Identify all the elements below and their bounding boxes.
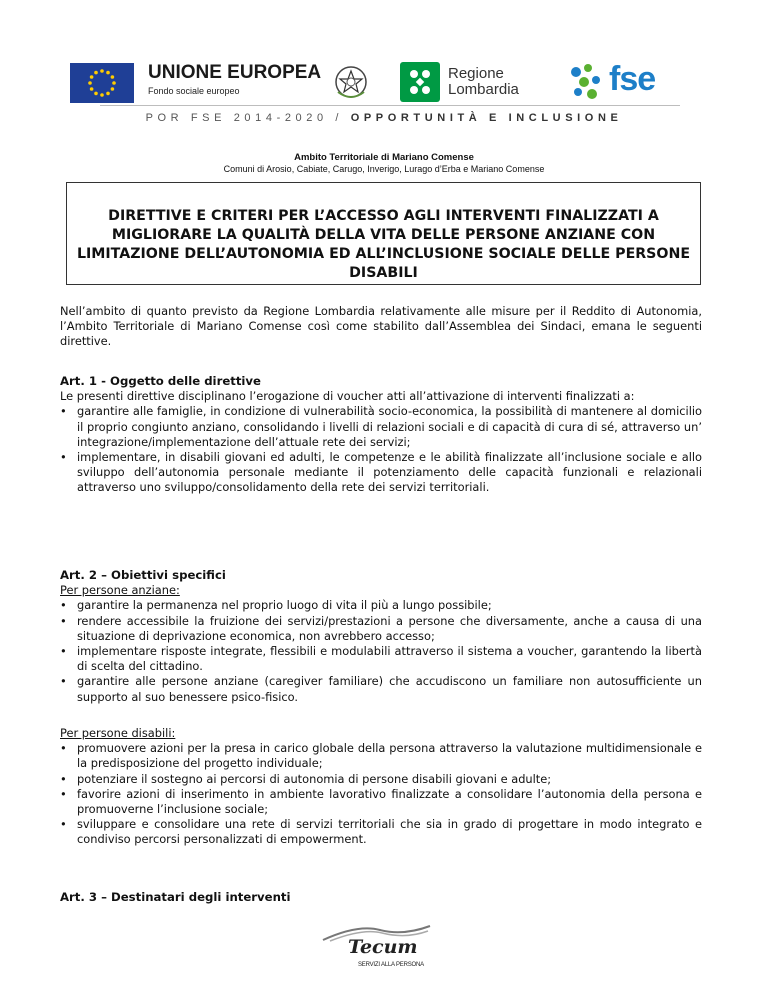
lombardia-rose-icon [400, 62, 440, 102]
tecum-subtitle: SERVIZI ALLA PERSONA [358, 962, 424, 968]
list-item: • potenziare il sostegno ai percorsi di autonomia di persone disabili giovani e adulte; [60, 772, 702, 787]
fse-text: fse [609, 60, 656, 98]
art1-list [60, 404, 702, 495]
list-item: • favorire azioni di inserimento in ambiente lavorativo finalizzate a consolidare l’autonomia della persona e promuoverne l’inclusione sociale; [60, 787, 702, 817]
ambito-name: Ambito Territoriale di Mariano Comense [294, 152, 474, 163]
tecum-name: Tecum [348, 936, 418, 958]
anziani-label: Per persone anziane: [60, 583, 180, 598]
header-divider [100, 105, 680, 106]
art2-heading: Art. 2 – Obiettivi specifici [60, 568, 226, 582]
article-3 [60, 890, 702, 905]
regione-lombardia-logo [400, 62, 550, 102]
list-item: • garantire alle persone anziane (caregiver familiare) che accudiscono un familiare non autosufficiente un supporto al suo benessere psico-fisico. [60, 674, 702, 704]
eu-logo [70, 60, 322, 100]
document-title: DIRETTIVE E CRITERI PER L’ACCESSO AGLI INTERVENTI FINALIZZATI A MIGLIORARE LA QUALITÀ DELLA VITA DELLE PERSONE ANZIANE CON LIMITAZIONE DELL’AUTONOMIA ED ALL’INCLUSIONE SOCIALE DELLE PERSONE DISABILI [76, 208, 691, 281]
eu-title: UNIONE EUROPEA [148, 62, 322, 83]
italian-republic-emblem-icon [332, 62, 370, 102]
article-2 [60, 568, 702, 705]
eu-subtitle: Fondo sociale europeo [148, 86, 240, 96]
header-logos [70, 60, 682, 102]
disabili-section [60, 726, 702, 848]
disabili-label: Per persone disabili: [60, 726, 176, 740]
list-item: • garantire alle famiglie, in condizione di vulnerabilità socio-economica, la possibilità di mantenere al domicilio il proprio congiunto anziano, consolidando i livelli di relazioni sociali e di capacità di cura di sé, attraverso un’ integrazione/implementazione dell’attuale rete dei servizi; [60, 404, 702, 450]
art1-text: Le presenti direttive disciplinano l’erogazione di voucher atti all’attivazione di interventi finalizzati a: [60, 389, 635, 404]
list-item: • garantire la permanenza nel proprio luogo di vita il più a lungo possibile; [60, 598, 702, 613]
fse-molecule-icon [566, 60, 608, 102]
regione-lombardia-text [448, 66, 519, 98]
ambito-comuni: Comuni di Arosio, Cabiate, Carugo, Inverigo, Lurago d’Erba e Mariano Comense [223, 164, 545, 174]
list-item: • sviluppare e consolidare una rete di servizi territoriali che sia in grado di progettare in modo integrato e condiviso percorsi personalizzati di empowerment. [60, 817, 702, 847]
por-suffix: OPPORTUNITÀ E INCLUSIONE [350, 112, 623, 124]
list-item: • implementare risposte integrate, flessibili e modulabili attraverso il sistema a voucher, garantendo la libertà di scelta del cittadino. [60, 644, 702, 674]
art3-heading: Art. 3 – Destinatari degli interventi [60, 890, 291, 904]
regione-line: Regione [448, 65, 504, 82]
eu-flag-icon [70, 63, 134, 103]
por-prefix: POR FSE 2014-2020 / [145, 112, 344, 124]
por-banner [0, 112, 768, 124]
list-item: • promuovere azioni per la presa in carico globale della persona attraverso la valutazione multidimensionale e la predisposizione del progetto individuale; [60, 741, 702, 771]
document-title-box [66, 182, 701, 285]
list-item: • rendere accessibile la fruizione dei servizi/prestazioni a persone che diversamente, anche a causa di una situazione di deprivazione economica, non avrebbero accesso; [60, 614, 702, 644]
fse-logo [566, 60, 686, 102]
tecum-logo [318, 922, 438, 982]
disabili-list [60, 741, 702, 847]
article-1 [60, 374, 702, 496]
intro-paragraph: Nell’ambito di quanto previsto da Regione Lombardia relativamente alle misure per il Reddito di Autonomia, l’Ambito Territoriale di Mariano Comense così come stabilito dall’Assemblea dei Sindaci, emana le seguenti direttive. [60, 304, 702, 349]
list-item: • implementare, in disabili giovani ed adulti, le competenze e le abilità finalizzate all’inclusione sociale e allo sviluppo dell’autonomia personale mediante il potenziamento delle capacità funzionali e relazionali attraverso uno sviluppo/consolidamento della rete dei servizi territoriali. [60, 450, 702, 496]
anziani-list [60, 598, 702, 704]
art1-heading: Art. 1 - Oggetto delle direttive [60, 374, 261, 388]
lombardia-line: Lombardia [448, 81, 519, 98]
